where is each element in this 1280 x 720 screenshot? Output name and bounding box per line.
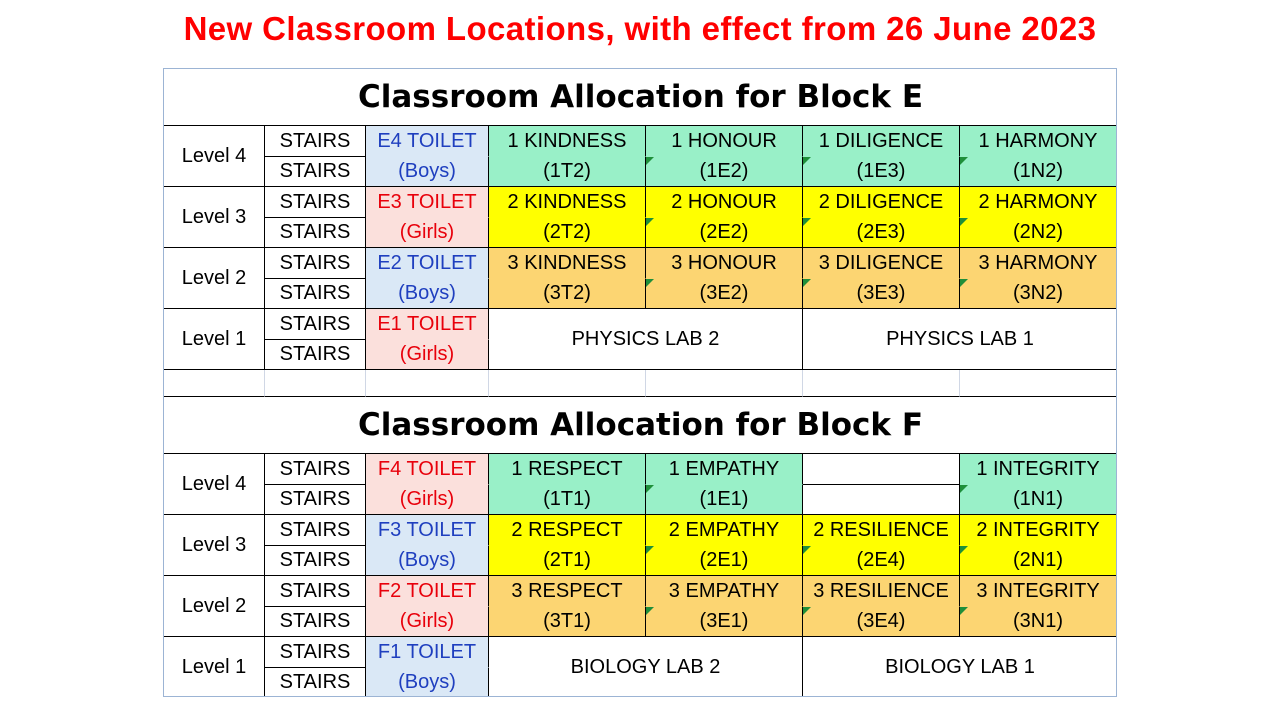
toilet-gender: (Girls) xyxy=(366,340,489,371)
stairs-cell: STAIRS xyxy=(265,187,366,218)
classroom-code: (3E3) xyxy=(803,279,960,310)
stairs-cell: STAIRS xyxy=(265,668,366,698)
classroom-code: (2T1) xyxy=(489,546,646,577)
empty-cell xyxy=(646,370,803,397)
classroom-name: 2 KINDNESS xyxy=(489,187,646,218)
classroom-name: 3 INTEGRITY xyxy=(960,576,1117,607)
stairs-cell: STAIRS xyxy=(265,485,366,516)
comment-indicator-icon xyxy=(803,157,811,165)
level-label: Level 2 xyxy=(164,576,265,637)
comment-indicator-icon xyxy=(646,279,654,287)
empty-cell xyxy=(803,485,960,516)
classroom-name: 3 HARMONY xyxy=(960,248,1117,279)
empty-cell xyxy=(803,454,960,485)
toilet-gender: (Girls) xyxy=(366,485,489,516)
classroom-code: (3N1) xyxy=(960,607,1117,638)
classroom-code: (1E2) xyxy=(646,157,803,188)
classroom-code: (1N1) xyxy=(960,485,1117,516)
classroom-name: 1 INTEGRITY xyxy=(960,454,1117,485)
comment-indicator-icon xyxy=(646,157,654,165)
comment-indicator-icon xyxy=(803,218,811,226)
level-label: Level 4 xyxy=(164,454,265,515)
classroom-code: (2N2) xyxy=(960,218,1117,249)
classroom-name: 3 EMPATHY xyxy=(646,576,803,607)
empty-cell xyxy=(960,370,1117,397)
level-label: Level 4 xyxy=(164,126,265,187)
stairs-cell: STAIRS xyxy=(265,218,366,249)
comment-indicator-icon xyxy=(646,607,654,615)
comment-indicator-icon xyxy=(960,546,968,554)
stairs-cell: STAIRS xyxy=(265,454,366,485)
stairs-cell: STAIRS xyxy=(265,607,366,638)
stairs-cell: STAIRS xyxy=(265,515,366,546)
toilet-name: F2 TOILET xyxy=(366,576,489,607)
classroom-name: 3 RESPECT xyxy=(489,576,646,607)
classroom-code: (3N2) xyxy=(960,279,1117,310)
comment-indicator-icon xyxy=(960,279,968,287)
classroom-code: (1T1) xyxy=(489,485,646,516)
classroom-name: 3 KINDNESS xyxy=(489,248,646,279)
classroom-code: (3E1) xyxy=(646,607,803,638)
lab-name: BIOLOGY LAB 2 xyxy=(489,637,803,697)
page-headline: New Classroom Locations, with effect from 26 June 2023 xyxy=(183,10,1097,47)
classroom-code: (3T2) xyxy=(489,279,646,310)
empty-cell xyxy=(489,370,646,397)
stairs-cell: STAIRS xyxy=(265,126,366,157)
comment-indicator-icon xyxy=(803,279,811,287)
comment-indicator-icon xyxy=(646,218,654,226)
comment-indicator-icon xyxy=(960,157,968,165)
toilet-name: F3 TOILET xyxy=(366,515,489,546)
comment-indicator-icon xyxy=(960,607,968,615)
classroom-name: 2 HARMONY xyxy=(960,187,1117,218)
stairs-cell: STAIRS xyxy=(265,576,366,607)
comment-indicator-icon xyxy=(803,607,811,615)
classroom-name: 2 EMPATHY xyxy=(646,515,803,546)
empty-cell xyxy=(265,370,366,397)
classroom-code: (2E3) xyxy=(803,218,960,249)
stairs-cell: STAIRS xyxy=(265,309,366,340)
classroom-name: 1 DILIGENCE xyxy=(803,126,960,157)
comment-indicator-icon xyxy=(646,546,654,554)
toilet-name: E3 TOILET xyxy=(366,187,489,218)
comment-indicator-icon xyxy=(646,485,654,493)
classroom-code: (1E1) xyxy=(646,485,803,516)
classroom-code: (1N2) xyxy=(960,157,1117,188)
classroom-name: 2 DILIGENCE xyxy=(803,187,960,218)
toilet-name: E4 TOILET xyxy=(366,126,489,157)
classroom-name: 2 HONOUR xyxy=(646,187,803,218)
level-label: Level 2 xyxy=(164,248,265,309)
stairs-cell: STAIRS xyxy=(265,340,366,371)
stairs-cell: STAIRS xyxy=(265,546,366,577)
lab-name: BIOLOGY LAB 1 xyxy=(803,637,1117,697)
empty-cell xyxy=(803,370,960,397)
level-label: Level 3 xyxy=(164,187,265,248)
block-title: Classroom Allocation for Block F xyxy=(164,397,1117,454)
toilet-gender: (Girls) xyxy=(366,607,489,638)
classroom-code: (2E4) xyxy=(803,546,960,577)
toilet-gender: (Girls) xyxy=(366,218,489,249)
comment-indicator-icon xyxy=(960,218,968,226)
classroom-name: 1 HONOUR xyxy=(646,126,803,157)
toilet-gender: (Boys) xyxy=(366,279,489,310)
classroom-code: (3E4) xyxy=(803,607,960,638)
classroom-code: (3T1) xyxy=(489,607,646,638)
classroom-name: 2 INTEGRITY xyxy=(960,515,1117,546)
classroom-code: (2T2) xyxy=(489,218,646,249)
lab-name: PHYSICS LAB 1 xyxy=(803,309,1117,370)
empty-cell xyxy=(366,370,489,397)
classroom-name: 1 RESPECT xyxy=(489,454,646,485)
comment-indicator-icon xyxy=(803,546,811,554)
block-title: Classroom Allocation for Block E xyxy=(164,69,1117,126)
level-label: Level 1 xyxy=(164,637,265,697)
toilet-gender: (Boys) xyxy=(366,157,489,188)
toilet-gender: (Boys) xyxy=(366,546,489,577)
classroom-name: 1 KINDNESS xyxy=(489,126,646,157)
level-label: Level 1 xyxy=(164,309,265,370)
stairs-cell: STAIRS xyxy=(265,279,366,310)
classroom-name: 3 DILIGENCE xyxy=(803,248,960,279)
classroom-code: (2N1) xyxy=(960,546,1117,577)
classroom-name: 1 HARMONY xyxy=(960,126,1117,157)
empty-cell xyxy=(164,370,265,397)
toilet-name: E1 TOILET xyxy=(366,309,489,340)
level-label: Level 3 xyxy=(164,515,265,576)
classroom-code: (3E2) xyxy=(646,279,803,310)
stairs-cell: STAIRS xyxy=(265,637,366,668)
classroom-code: (2E1) xyxy=(646,546,803,577)
classroom-name: 2 RESPECT xyxy=(489,515,646,546)
toilet-gender: (Boys) xyxy=(366,668,489,698)
allocation-sheet xyxy=(163,68,1117,697)
comment-indicator-icon xyxy=(960,485,968,493)
stairs-cell: STAIRS xyxy=(265,248,366,279)
lab-name: PHYSICS LAB 2 xyxy=(489,309,803,370)
classroom-name: 3 RESILIENCE xyxy=(803,576,960,607)
toilet-name: F4 TOILET xyxy=(366,454,489,485)
toilet-name: F1 TOILET xyxy=(366,637,489,668)
classroom-name: 3 HONOUR xyxy=(646,248,803,279)
stairs-cell: STAIRS xyxy=(265,157,366,188)
classroom-code: (2E2) xyxy=(646,218,803,249)
toilet-name: E2 TOILET xyxy=(366,248,489,279)
classroom-code: (1T2) xyxy=(489,157,646,188)
classroom-name: 1 EMPATHY xyxy=(646,454,803,485)
classroom-name: 2 RESILIENCE xyxy=(803,515,960,546)
classroom-code: (1E3) xyxy=(803,157,960,188)
